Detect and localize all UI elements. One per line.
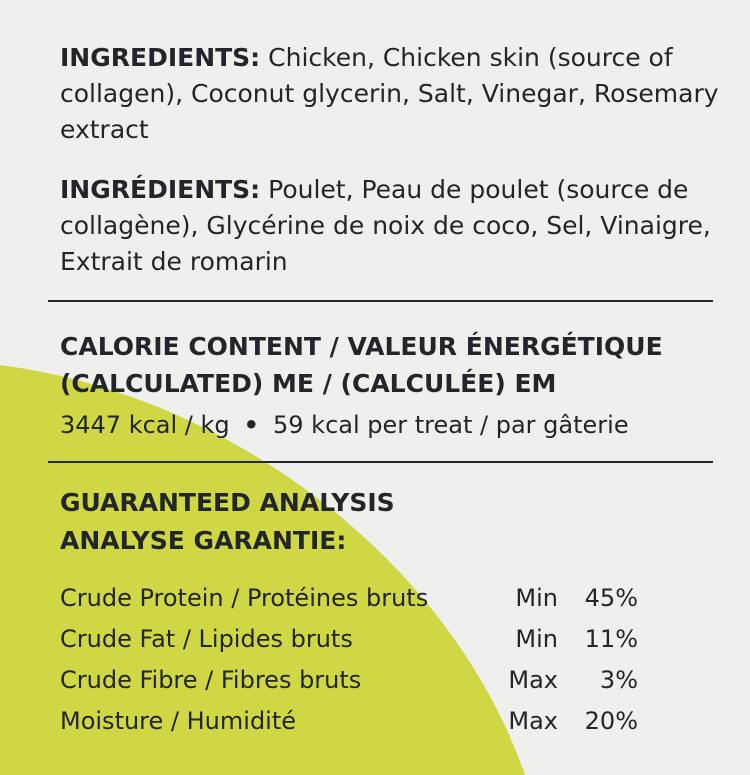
calorie-per-kg: 3447 kcal / kg [60,411,230,439]
nutrient-name: Crude Protein / Protéines bruts [60,584,429,612]
calorie-subheading: (CALCULATED) ME / (CALCULÉE) EM [60,369,557,398]
ingredients-english-label: INGREDIENTS: [60,43,261,72]
min-max-label: Max [508,707,558,735]
nutrient-name: Crude Fat / Lipides bruts [60,625,353,653]
section-divider [48,461,713,463]
ingredients-english-text: Chicken, Chicken skin (source of collagen), Coconut glycerin, Salt, Vinegar, Rosemary extract [60,43,719,144]
nutrient-value: 3% [599,666,638,694]
nutrient-name: Moisture / Humidité [60,707,297,735]
section-divider [48,300,713,302]
ingredients-french-label: INGRÉDIENTS: [60,175,261,204]
ingredients-english [60,40,720,148]
nutrient-name: Crude Fibre / Fibres bruts [60,666,362,694]
analysis-row [60,619,650,659]
analysis-row [60,578,650,618]
min-max-label: Min [515,584,558,612]
min-max-label: Max [508,666,558,694]
nutrient-value: 11% [584,625,638,653]
analysis-row [60,701,650,741]
ingredients-french-text: Poulet, Peau de poulet (source de collagène), Glycérine de noix de coco, Sel, Vinaigre, Extrait de romarin [60,175,711,276]
bullet-separator: • [243,411,259,439]
nutrient-value: 45% [584,584,638,612]
calorie-heading: CALORIE CONTENT / VALEUR ÉNERGÉTIQUE [60,332,663,361]
nutrient-value: 20% [584,707,638,735]
ingredients-french [60,172,720,280]
analysis-row [60,660,650,700]
min-max-label: Min [515,625,558,653]
calorie-per-treat: 59 kcal per treat / par gâterie [273,411,629,439]
guaranteed-analysis-heading-fr: ANALYSE GARANTIE: [60,526,347,555]
calorie-values [60,407,629,443]
guaranteed-analysis-heading: GUARANTEED ANALYSIS [60,488,395,517]
